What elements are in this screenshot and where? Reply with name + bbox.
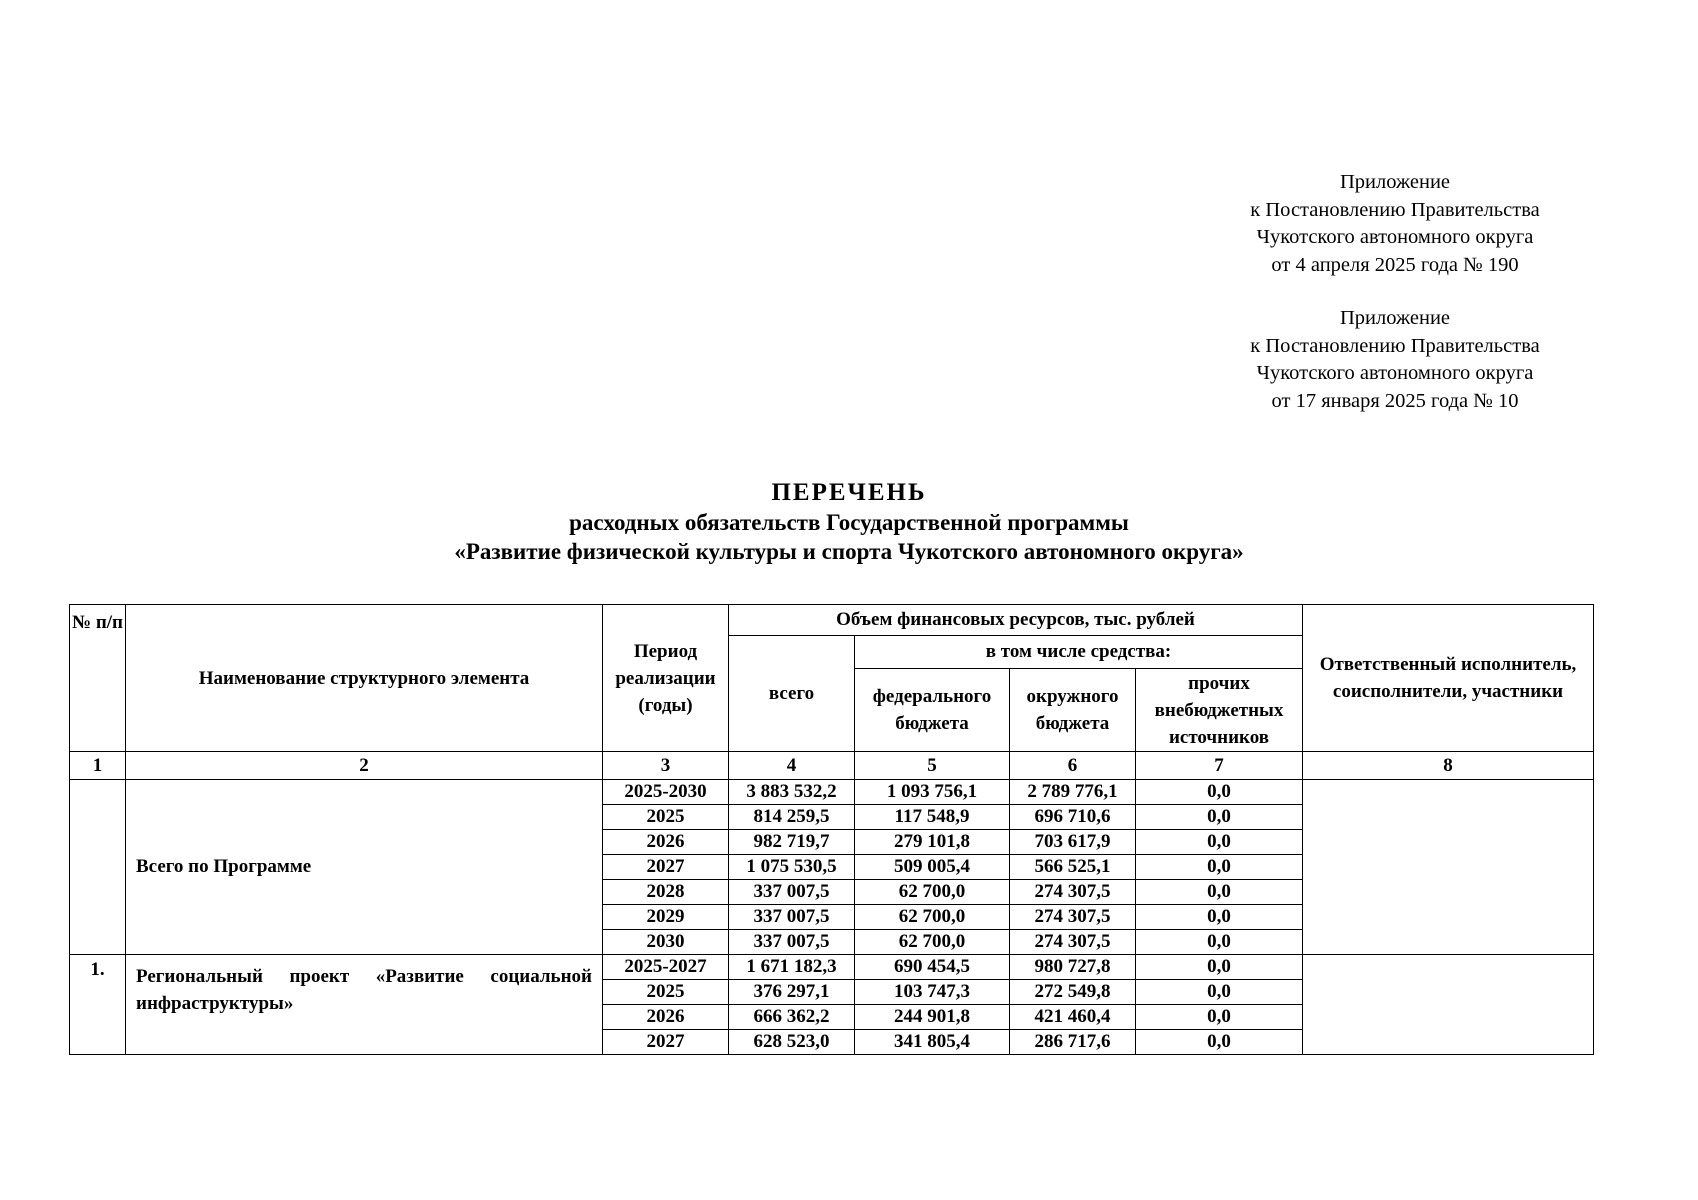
cell-other: 0,0: [1136, 780, 1303, 805]
appendix-previous-line3: Чукотского автономного округа: [1256, 362, 1534, 384]
cell-other: 0,0: [1136, 830, 1303, 855]
header-other: прочих внебюджетных источников: [1136, 669, 1303, 752]
cell-district: 274 307,5: [1010, 930, 1136, 955]
appendix-previous-line2: к Постановлению Правительства: [1250, 334, 1540, 357]
appendix-previous-line4: от 17 января 2025 года № 10: [1271, 389, 1519, 412]
column-number: 3: [603, 752, 729, 780]
cell-federal: 62 700,0: [855, 905, 1010, 930]
row-responsible: [1303, 780, 1594, 955]
cell-federal: 690 454,5: [855, 955, 1010, 980]
header-responsible: Ответственный исполнитель, соисполнители, участники: [1303, 605, 1594, 752]
cell-total: 376 297,1: [729, 980, 855, 1005]
cell-district: 566 525,1: [1010, 855, 1136, 880]
cell-total: 1 075 530,5: [729, 855, 855, 880]
appendix-previous-line1: Приложение: [1339, 307, 1451, 329]
cell-federal: 117 548,9: [855, 805, 1010, 830]
cell-total: 337 007,5: [729, 905, 855, 930]
cell-district: 274 307,5: [1010, 905, 1136, 930]
cell-federal: 341 805,4: [855, 1030, 1010, 1055]
column-number: 4: [729, 752, 855, 780]
cell-period: 2026: [603, 1005, 729, 1030]
cell-federal: 1 093 756,1: [855, 780, 1010, 805]
cell-period: 2026: [603, 830, 729, 855]
cell-other: 0,0: [1136, 980, 1303, 1005]
cell-other: 0,0: [1136, 905, 1303, 930]
header-volume: Объем финансовых ресурсов, тыс. рублей: [729, 605, 1303, 636]
cell-total: 982 719,7: [729, 830, 855, 855]
column-number: 2: [126, 752, 603, 780]
cell-other: 0,0: [1136, 855, 1303, 880]
column-number: 7: [1136, 752, 1303, 780]
cell-period: 2030: [603, 930, 729, 955]
cell-federal: 103 747,3: [855, 980, 1010, 1005]
cell-period: 2025-2027: [603, 955, 729, 980]
cell-district: 421 460,4: [1010, 1005, 1136, 1030]
header-district: окружного бюджета: [1010, 669, 1136, 752]
header-num: № п/п: [70, 605, 126, 752]
header-including: в том числе средства:: [855, 636, 1303, 669]
cell-federal: 244 901,8: [855, 1005, 1010, 1030]
cell-period: 2025: [603, 805, 729, 830]
appendix-current: [1185, 169, 1605, 279]
expenditure-table: [69, 604, 1594, 1055]
header-federal: федерального бюджета: [855, 669, 1010, 752]
cell-total: 814 259,5: [729, 805, 855, 830]
cell-district: 2 789 776,1: [1010, 780, 1136, 805]
appendix-current-line1: Приложение: [1339, 171, 1451, 193]
header-period: Период реализации (годы): [603, 605, 729, 752]
row-num: [70, 780, 126, 955]
cell-total: 337 007,5: [729, 880, 855, 905]
row-responsible: [1303, 955, 1594, 1055]
cell-district: 272 549,8: [1010, 980, 1136, 1005]
cell-other: 0,0: [1136, 955, 1303, 980]
cell-other: 0,0: [1136, 930, 1303, 955]
appendix-previous: [1185, 305, 1605, 415]
cell-total: 337 007,5: [729, 930, 855, 955]
cell-federal: 62 700,0: [855, 880, 1010, 905]
appendix-current-line3: Чукотского автономного округа: [1256, 226, 1534, 248]
column-number: 8: [1303, 752, 1594, 780]
document-title: [0, 478, 1698, 566]
header-total: всего: [729, 636, 855, 752]
header-name: Наименование структурного элемента: [126, 605, 603, 752]
cell-other: 0,0: [1136, 1030, 1303, 1055]
row-name: Региональный проект «Развитие социальной инфраструктуры»: [126, 955, 603, 1055]
cell-district: 286 717,6: [1010, 1030, 1136, 1055]
cell-federal: 279 101,8: [855, 830, 1010, 855]
cell-federal: 509 005,4: [855, 855, 1010, 880]
title-main: ПЕРЕЧЕНЬ: [771, 479, 927, 506]
cell-federal: 62 700,0: [855, 930, 1010, 955]
cell-district: 274 307,5: [1010, 880, 1136, 905]
cell-period: 2027: [603, 855, 729, 880]
appendix-current-line2: к Постановлению Правительства: [1250, 198, 1540, 221]
cell-period: 2025: [603, 980, 729, 1005]
row-num: 1.: [70, 955, 126, 1055]
cell-total: 628 523,0: [729, 1030, 855, 1055]
row-name: Всего по Программе: [126, 780, 603, 955]
cell-other: 0,0: [1136, 880, 1303, 905]
column-number: 1: [70, 752, 126, 780]
cell-district: 696 710,6: [1010, 805, 1136, 830]
cell-total: 3 883 532,2: [729, 780, 855, 805]
cell-period: 2029: [603, 905, 729, 930]
column-number: 6: [1010, 752, 1136, 780]
cell-other: 0,0: [1136, 1005, 1303, 1030]
cell-period: 2028: [603, 880, 729, 905]
appendix-current-line4: от 4 апреля 2025 года № 190: [1271, 253, 1519, 276]
cell-period: 2025-2030: [603, 780, 729, 805]
title-line-2: расходных обязательств Государственной программы: [569, 510, 1129, 535]
column-number: 5: [855, 752, 1010, 780]
cell-other: 0,0: [1136, 805, 1303, 830]
cell-district: 980 727,8: [1010, 955, 1136, 980]
table-row: [70, 780, 1594, 805]
cell-total: 1 671 182,3: [729, 955, 855, 980]
title-line-3: «Развитие физической культуры и спорта Чукотского автономного округа»: [454, 539, 1244, 564]
cell-total: 666 362,2: [729, 1005, 855, 1030]
table-row: [70, 955, 1594, 980]
cell-period: 2027: [603, 1030, 729, 1055]
cell-district: 703 617,9: [1010, 830, 1136, 855]
